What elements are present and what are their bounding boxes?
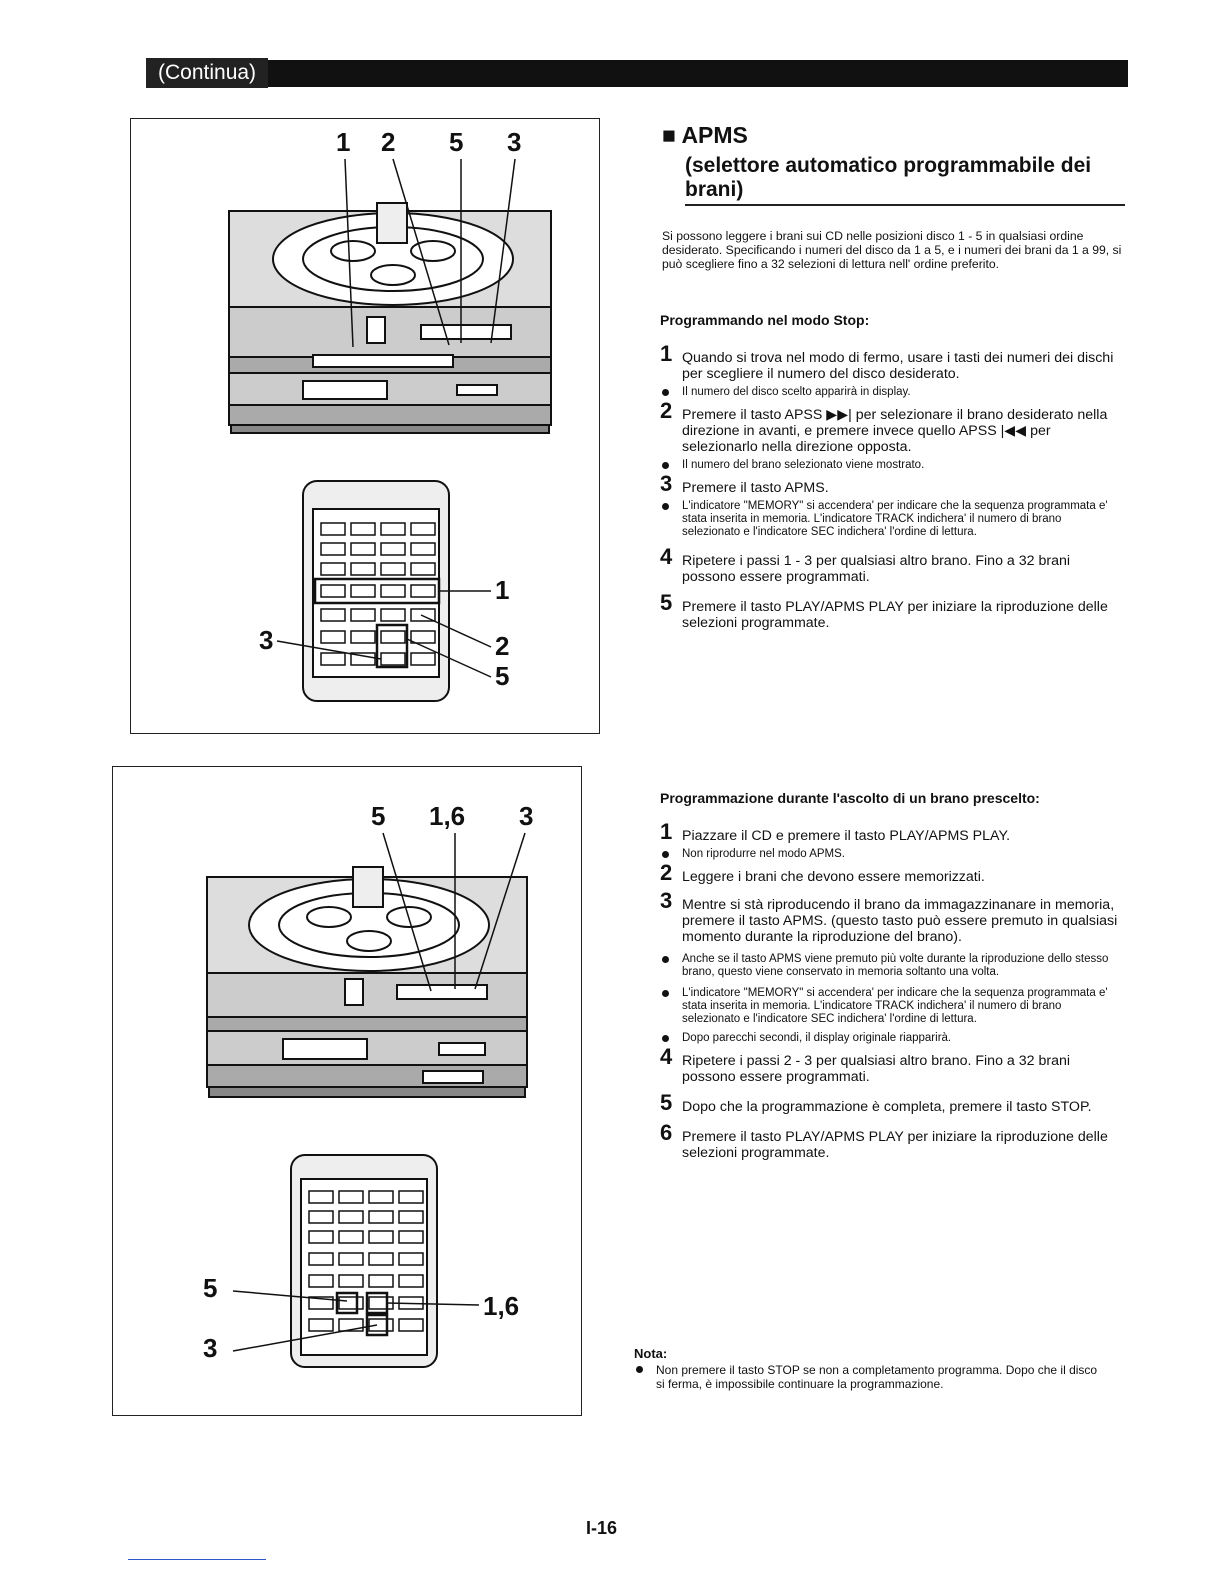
- s2-step-5-num: 5: [660, 1090, 673, 1115]
- section1-heading: Programmando nel modo Stop:: [660, 312, 870, 328]
- figure-2-drawing: [113, 767, 581, 1415]
- fig2-callout-right: 1,6: [483, 1291, 520, 1321]
- s1-step-5-num: 5: [660, 590, 673, 615]
- s1-step-2-num: 2: [660, 398, 673, 423]
- apms-title-text: APMS: [681, 122, 748, 148]
- callout-top-4: 3: [507, 127, 522, 157]
- s1-step-1-text: Quando si trova nel modo di fermo, usare i tasti dei numeri dei dischi per scegliere il numero del disco desiderato.: [682, 350, 1114, 382]
- s1-step-4-text: Ripetere i passi 1 - 3 per qualsiasi altro brano. Fino a 32 brani possono essere programmati.: [682, 553, 1071, 585]
- header-tab: (Continua): [146, 58, 268, 88]
- s2-step-1-num: 1: [660, 819, 673, 844]
- nota-section: [634, 1346, 1104, 1391]
- s2-step-3: [660, 888, 1120, 945]
- s2-step-6: [660, 1120, 1120, 1161]
- s2-step-1-text: Piazzare il CD e premere il tasto PLAY/APMS PLAY.: [682, 828, 1011, 844]
- figure-1: [130, 118, 600, 734]
- figure-2: [112, 766, 582, 1416]
- s2-step-6-text: Premere il tasto PLAY/APMS PLAY per iniziare la riproduzione delle selezioni programmate.: [682, 1129, 1108, 1161]
- fig2-remote-control: [291, 1155, 437, 1367]
- fig2-callout-left-2: 3: [203, 1333, 218, 1363]
- s2-step-2-num: 2: [660, 860, 673, 885]
- s2-bullet-1: Non riprodurre nel modo APMS.: [660, 848, 1120, 861]
- s2-step-3-text: Mentre si stà riproducendo il brano da immagazzinanare in memoria, premere il tasto APMS. (questo tasto può essere premuto in qualsiasi momento durante la riproduzione del brano).: [682, 897, 1118, 945]
- stereo-unit: [229, 203, 551, 433]
- callout-right-3: 5: [495, 661, 510, 691]
- fig2-callout-left-1: 5: [203, 1273, 218, 1303]
- callout-right-1: 1: [495, 575, 510, 605]
- s2-bullet-3: L'indicatore "MEMORY" si accendera' per indicare che la sequenza programmata e' stata inserita in memoria. L'indicatore TRACK indichera' il numero di brano selezionato e l'indicatore SEC indichera' l'ordine di lettura.: [660, 987, 1120, 1026]
- s1-step-1: [660, 341, 1120, 382]
- callout-top-3: 5: [449, 127, 464, 157]
- apms-intro: Si possono leggere i brani sui CD nelle posizioni disco 1 - 5 in qualsiasi ordine desiderato. Specificando i numeri del disco da 1 a 5, e i numeri dei brani da 1 a 99, si può scegliere fino a 32 selezioni di lettura nell' ordine preferito.: [662, 229, 1122, 271]
- fig2-stereo-unit: [207, 867, 527, 1097]
- fig2-callout-top-1: 5: [371, 801, 386, 831]
- page-number: I-16: [586, 1518, 618, 1538]
- s2-bullet-4: Dopo parecchi secondi, il display originale riapparirà.: [660, 1032, 1120, 1045]
- section-stop-mode: [660, 312, 1120, 631]
- s1-step-3: [660, 471, 1120, 496]
- section2-heading: Programmazione durante l'ascolto di un brano prescelto:: [660, 790, 1040, 806]
- s1-step-4-num: 4: [660, 544, 673, 569]
- s2-step-6-num: 6: [660, 1120, 673, 1145]
- s2-step-2: [660, 860, 1120, 885]
- fig2-callout-top-2: 1,6: [429, 801, 466, 831]
- header-bar: [146, 60, 1128, 87]
- s2-step-1: [660, 819, 1120, 844]
- s2-step-4-text: Ripetere i passi 2 - 3 per qualsiasi altro brano. Fino a 32 brani possono essere programmati.: [682, 1053, 1071, 1085]
- s1-step-2-text: Premere il tasto APSS ▶▶| per selezionare il brano desiderato nella direzione in avanti, e premere invece quello APSS |◀◀ per selezionarlo nella direzione opposta.: [682, 407, 1108, 455]
- callout-right-2: 2: [495, 631, 510, 661]
- s1-step-5: [660, 590, 1120, 631]
- s1-bullet-1: Il numero del disco scelto apparirà in display.: [660, 386, 1120, 399]
- nota-label: Nota:: [634, 1346, 668, 1361]
- s2-step-5: [660, 1090, 1120, 1115]
- apms-title: ■ APMS: [662, 122, 748, 148]
- callout-left: 3: [259, 625, 274, 655]
- callout-top-2: 2: [381, 127, 396, 157]
- fig2-callout-top-3: 3: [519, 801, 534, 831]
- s1-bullet-2: Il numero del brano selezionato viene mostrato.: [660, 459, 1120, 472]
- s1-step-5-text: Premere il tasto PLAY/APMS PLAY per iniziare la riproduzione delle selezioni programmate.: [682, 599, 1108, 631]
- footer-line: [128, 1559, 266, 1560]
- s1-step-3-num: 3: [660, 471, 673, 496]
- s1-step-4: [660, 544, 1120, 585]
- s2-step-3-num: 3: [660, 888, 673, 913]
- apms-subtitle: (selettore automatico programmabile dei brani): [685, 154, 1125, 206]
- s2-bullet-2: Anche se il tasto APMS viene premuto più volte durante la riproduzione dello stesso brano, questo viene conservato in memoria soltanto una volta.: [660, 953, 1120, 979]
- s2-step-4: [660, 1044, 1120, 1085]
- s1-step-3-text: Premere il tasto APMS.: [682, 480, 829, 496]
- section-during-play: [660, 790, 1120, 1161]
- s2-step-4-num: 4: [660, 1044, 673, 1069]
- s1-step-1-num: 1: [660, 341, 673, 366]
- callout-top-1: 1: [336, 127, 351, 157]
- figure-1-drawing: [131, 119, 599, 733]
- s2-step-5-text: Dopo che la programmazione è completa, premere il tasto STOP.: [682, 1099, 1092, 1115]
- remote-control: [303, 481, 449, 701]
- s2-step-2-text: Leggere i brani che devono essere memorizzati.: [682, 869, 985, 885]
- nota-text: Non premere il tasto STOP se non a completamento programma. Dopo che il disco si ferma, è impossibile continuare la programmazione.: [634, 1363, 1104, 1391]
- s1-bullet-3: L'indicatore "MEMORY" si accendera' per indicare che la sequenza programmata e' stata inserita in memoria. L'indicatore TRACK indichera' il numero di brano selezionato e l'indicatore SEC indichera' l'ordine di lettura.: [660, 500, 1120, 539]
- s1-step-2: [660, 398, 1120, 455]
